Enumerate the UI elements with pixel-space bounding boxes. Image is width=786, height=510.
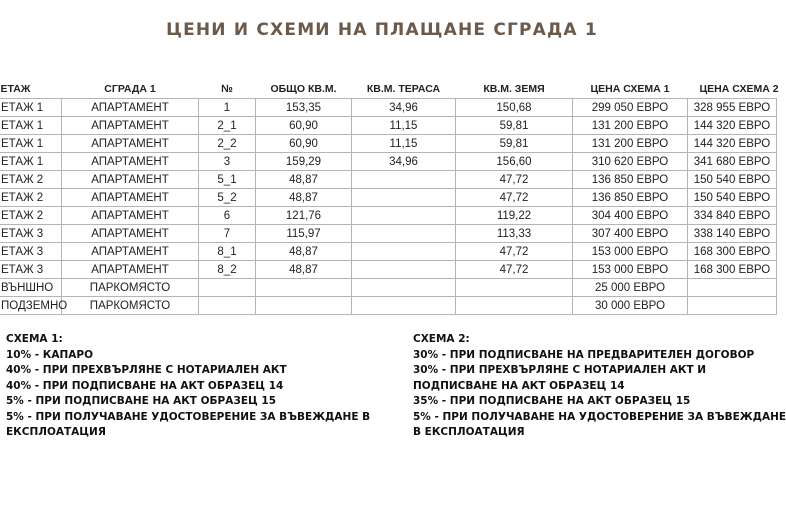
- cell-unit-number: 8_1: [199, 243, 256, 261]
- cell-terrace-area: 11,15: [352, 135, 456, 153]
- table-row: [0, 171, 777, 189]
- scheme-2-notes: [413, 332, 786, 441]
- scheme-2-line: 30% - ПРИ ПОДПИСВАНЕ НА ПРЕДВАРИТЕЛЕН ДОГОВОР: [413, 348, 755, 361]
- cell-total-area: 48,87: [256, 171, 352, 189]
- cell-unit-number: 8_2: [199, 261, 256, 279]
- scheme-2-line: 30% - ПРИ ПРЕХВЪРЛЯНЕ С НОТАРИАЛЕН АКТ И: [413, 364, 707, 376]
- cell-unit-type: АПАРТАМЕНТ: [62, 135, 199, 153]
- cell-unit-number: 5_1: [199, 171, 256, 189]
- cell-land-area: 156,60: [456, 153, 573, 171]
- cell-unit-number: 3: [199, 153, 256, 171]
- cell-price-scheme-1: 25 000 ЕВРО: [573, 279, 688, 297]
- cell-land-area: 113,33: [456, 225, 573, 243]
- cell-floor: ЕТАЖ 1: [0, 153, 62, 171]
- cell-total-area: 48,87: [256, 189, 352, 207]
- cell-unit-type: АПАРТАМЕНТ: [62, 171, 199, 189]
- cell-total-area: [256, 297, 352, 315]
- cell-land-area: 59,81: [456, 117, 573, 135]
- cell-floor: ЕТАЖ 2: [0, 171, 62, 189]
- cell-price-scheme-2: 150 540 ЕВРО: [688, 189, 777, 207]
- cell-total-area: 48,87: [256, 243, 352, 261]
- table-row: [0, 135, 777, 153]
- table-row: [0, 99, 777, 117]
- scheme-1-line: 5% - ПРИ ПОДПИСВАНЕ НА АКТ ОБРАЗЕЦ 15: [6, 395, 277, 407]
- cell-total-area: 60,90: [256, 117, 352, 135]
- cell-price-scheme-2: 144 320 ЕВРО: [688, 117, 777, 135]
- table-row: [0, 225, 777, 243]
- table-row: [0, 261, 777, 279]
- cell-price-scheme-1: 136 850 ЕВРО: [573, 171, 688, 189]
- cell-unit-type: АПАРТАМЕНТ: [62, 225, 199, 243]
- table-row: [0, 279, 777, 297]
- cell-price-scheme-2: [688, 279, 777, 297]
- scheme-1-line: 40% - ПРИ ПОДПИСВАНЕ НА АКТ ОБРАЗЕЦ 14: [6, 379, 284, 392]
- cell-price-scheme-2: 150 540 ЕВРО: [688, 171, 777, 189]
- header-price-scheme-2: ЦЕНА СХЕМА 2: [699, 83, 779, 95]
- cell-price-scheme-1: 131 200 ЕВРО: [573, 135, 688, 153]
- scheme-2-title: СХЕМА 2:: [413, 333, 470, 345]
- cell-terrace-area: [352, 297, 456, 315]
- cell-price-scheme-2: 338 140 ЕВРО: [688, 225, 777, 243]
- scheme-1-line: 10% - КАПАРО: [6, 348, 94, 361]
- cell-price-scheme-1: 136 850 ЕВРО: [573, 189, 688, 207]
- table-body: [0, 99, 777, 315]
- cell-unit-type: АПАРТАМЕНТ: [62, 243, 199, 261]
- cell-price-scheme-1: 153 000 ЕВРО: [573, 243, 688, 261]
- scheme-2-line: В ЕКСПЛОАТАЦИЯ: [413, 426, 525, 438]
- cell-unit-type: ПАРКОМЯСТО: [62, 297, 199, 315]
- price-table: [0, 80, 777, 315]
- cell-price-scheme-2: 144 320 ЕВРО: [688, 135, 777, 153]
- cell-unit-number: 2_1: [199, 117, 256, 135]
- scheme-1-notes: [6, 332, 370, 441]
- cell-land-area: [456, 279, 573, 297]
- cell-land-area: [456, 297, 573, 315]
- cell-terrace-area: [352, 171, 456, 189]
- scheme-2-line: ПОДПИСВАНЕ НА АКТ ОБРАЗЕЦ 14: [413, 379, 625, 392]
- cell-land-area: 47,72: [456, 189, 573, 207]
- cell-price-scheme-2: [688, 297, 777, 315]
- scheme-2-line: 35% - ПРИ ПОДПИСВАНЕ НА АКТ ОБРАЗЕЦ 15: [413, 395, 691, 407]
- cell-unit-number: [199, 297, 256, 315]
- cell-terrace-area: [352, 189, 456, 207]
- cell-unit-type: АПАРТАМЕНТ: [62, 117, 199, 135]
- cell-price-scheme-2: 168 300 ЕВРО: [688, 261, 777, 279]
- cell-floor: ЕТАЖ 3: [0, 261, 62, 279]
- cell-unit-type: АПАРТАМЕНТ: [62, 99, 199, 117]
- cell-price-scheme-1: 299 050 ЕВРО: [573, 99, 688, 117]
- cell-floor: ПОДЗЕМНО: [0, 297, 62, 315]
- cell-unit-number: 2_2: [199, 135, 256, 153]
- cell-unit-type: АПАРТАМЕНТ: [62, 207, 199, 225]
- cell-land-area: 47,72: [456, 243, 573, 261]
- cell-price-scheme-2: 341 680 ЕВРО: [688, 153, 777, 171]
- cell-total-area: [256, 279, 352, 297]
- scheme-1-line: 5% - ПРИ ПОЛУЧАВАНЕ УДОСТОВЕРЕНИЕ ЗА ВЪВЕЖДАНЕ В: [6, 410, 371, 423]
- price-table-container: [0, 80, 779, 316]
- cell-price-scheme-1: 304 400 ЕВРО: [573, 207, 688, 225]
- cell-land-area: 150,68: [456, 99, 573, 117]
- cell-total-area: 48,87: [256, 261, 352, 279]
- table-row: [0, 153, 777, 171]
- cell-floor: ВЪНШНО: [0, 279, 62, 297]
- cell-terrace-area: 11,15: [352, 117, 456, 135]
- cell-price-scheme-1: 30 000 ЕВРО: [573, 297, 688, 315]
- scheme-2-line: 5% - ПРИ ПОЛУЧАВАНЕ НА УДОСТОВЕРЕНИЕ ЗА ВЪВЕЖДАНЕ: [413, 410, 786, 423]
- cell-land-area: 119,22: [456, 207, 573, 225]
- table-row: [0, 207, 777, 225]
- cell-floor: ЕТАЖ 3: [0, 243, 62, 261]
- cell-floor: ЕТАЖ 1: [0, 117, 62, 135]
- cell-total-area: 159,29: [256, 153, 352, 171]
- cell-price-scheme-1: 310 620 ЕВРО: [573, 153, 688, 171]
- cell-unit-number: 1: [199, 99, 256, 117]
- cell-terrace-area: 34,96: [352, 153, 456, 171]
- header-price-scheme-1: ЦЕНА СХЕМА 1: [590, 83, 670, 95]
- table-row: [0, 189, 777, 207]
- cell-unit-type: АПАРТАМЕНТ: [62, 189, 199, 207]
- cell-price-scheme-1: 307 400 ЕВРО: [573, 225, 688, 243]
- cell-land-area: 47,72: [456, 261, 573, 279]
- table-row: [0, 297, 777, 315]
- header-building: СГРАДА 1: [104, 83, 156, 95]
- cell-unit-number: 5_2: [199, 189, 256, 207]
- header-land-area: КВ.М. ЗЕМЯ: [483, 83, 545, 95]
- cell-terrace-area: [352, 279, 456, 297]
- cell-terrace-area: [352, 243, 456, 261]
- table-header-row: [0, 80, 777, 99]
- cell-floor: ЕТАЖ 2: [0, 189, 62, 207]
- cell-unit-number: 6: [199, 207, 256, 225]
- cell-price-scheme-1: 131 200 ЕВРО: [573, 117, 688, 135]
- cell-terrace-area: [352, 207, 456, 225]
- cell-floor: ЕТАЖ 1: [0, 135, 62, 153]
- cell-total-area: 60,90: [256, 135, 352, 153]
- header-total-area: ОБЩО КВ.М.: [270, 83, 337, 95]
- cell-total-area: 153,35: [256, 99, 352, 117]
- header-terrace-area: КВ.М. ТЕРАСА: [366, 83, 441, 95]
- scheme-1-line: 40% - ПРИ ПРЕХВЪРЛЯНЕ С НОТАРИАЛЕН АКТ: [6, 364, 287, 376]
- cell-total-area: 115,97: [256, 225, 352, 243]
- cell-total-area: 121,76: [256, 207, 352, 225]
- scheme-1-title: СХЕМА 1:: [6, 333, 63, 345]
- header-floor: ЕТАЖ: [0, 83, 31, 95]
- cell-terrace-area: 34,96: [352, 99, 456, 117]
- table-row: [0, 243, 777, 261]
- cell-price-scheme-2: 168 300 ЕВРО: [688, 243, 777, 261]
- cell-floor: ЕТАЖ 3: [0, 225, 62, 243]
- cell-land-area: 47,72: [456, 171, 573, 189]
- scheme-1-line: ЕКСПЛОАТАЦИЯ: [6, 426, 106, 438]
- cell-unit-number: 7: [199, 225, 256, 243]
- cell-land-area: 59,81: [456, 135, 573, 153]
- cell-price-scheme-2: 328 955 ЕВРО: [688, 99, 777, 117]
- page-title: ЦЕНИ И СХЕМИ НА ПЛАЩАНЕ СГРАДА 1: [166, 20, 598, 40]
- cell-unit-type: АПАРТАМЕНТ: [62, 261, 199, 279]
- cell-unit-type: ПАРКОМЯСТО: [62, 279, 199, 297]
- cell-terrace-area: [352, 261, 456, 279]
- cell-floor: ЕТАЖ 1: [0, 99, 62, 117]
- cell-unit-type: АПАРТАМЕНТ: [62, 153, 199, 171]
- table-row: [0, 117, 777, 135]
- cell-price-scheme-2: 334 840 ЕВРО: [688, 207, 777, 225]
- cell-terrace-area: [352, 225, 456, 243]
- cell-unit-number: [199, 279, 256, 297]
- header-number: №: [221, 83, 233, 95]
- cell-floor: ЕТАЖ 2: [0, 207, 62, 225]
- cell-price-scheme-1: 153 000 ЕВРО: [573, 261, 688, 279]
